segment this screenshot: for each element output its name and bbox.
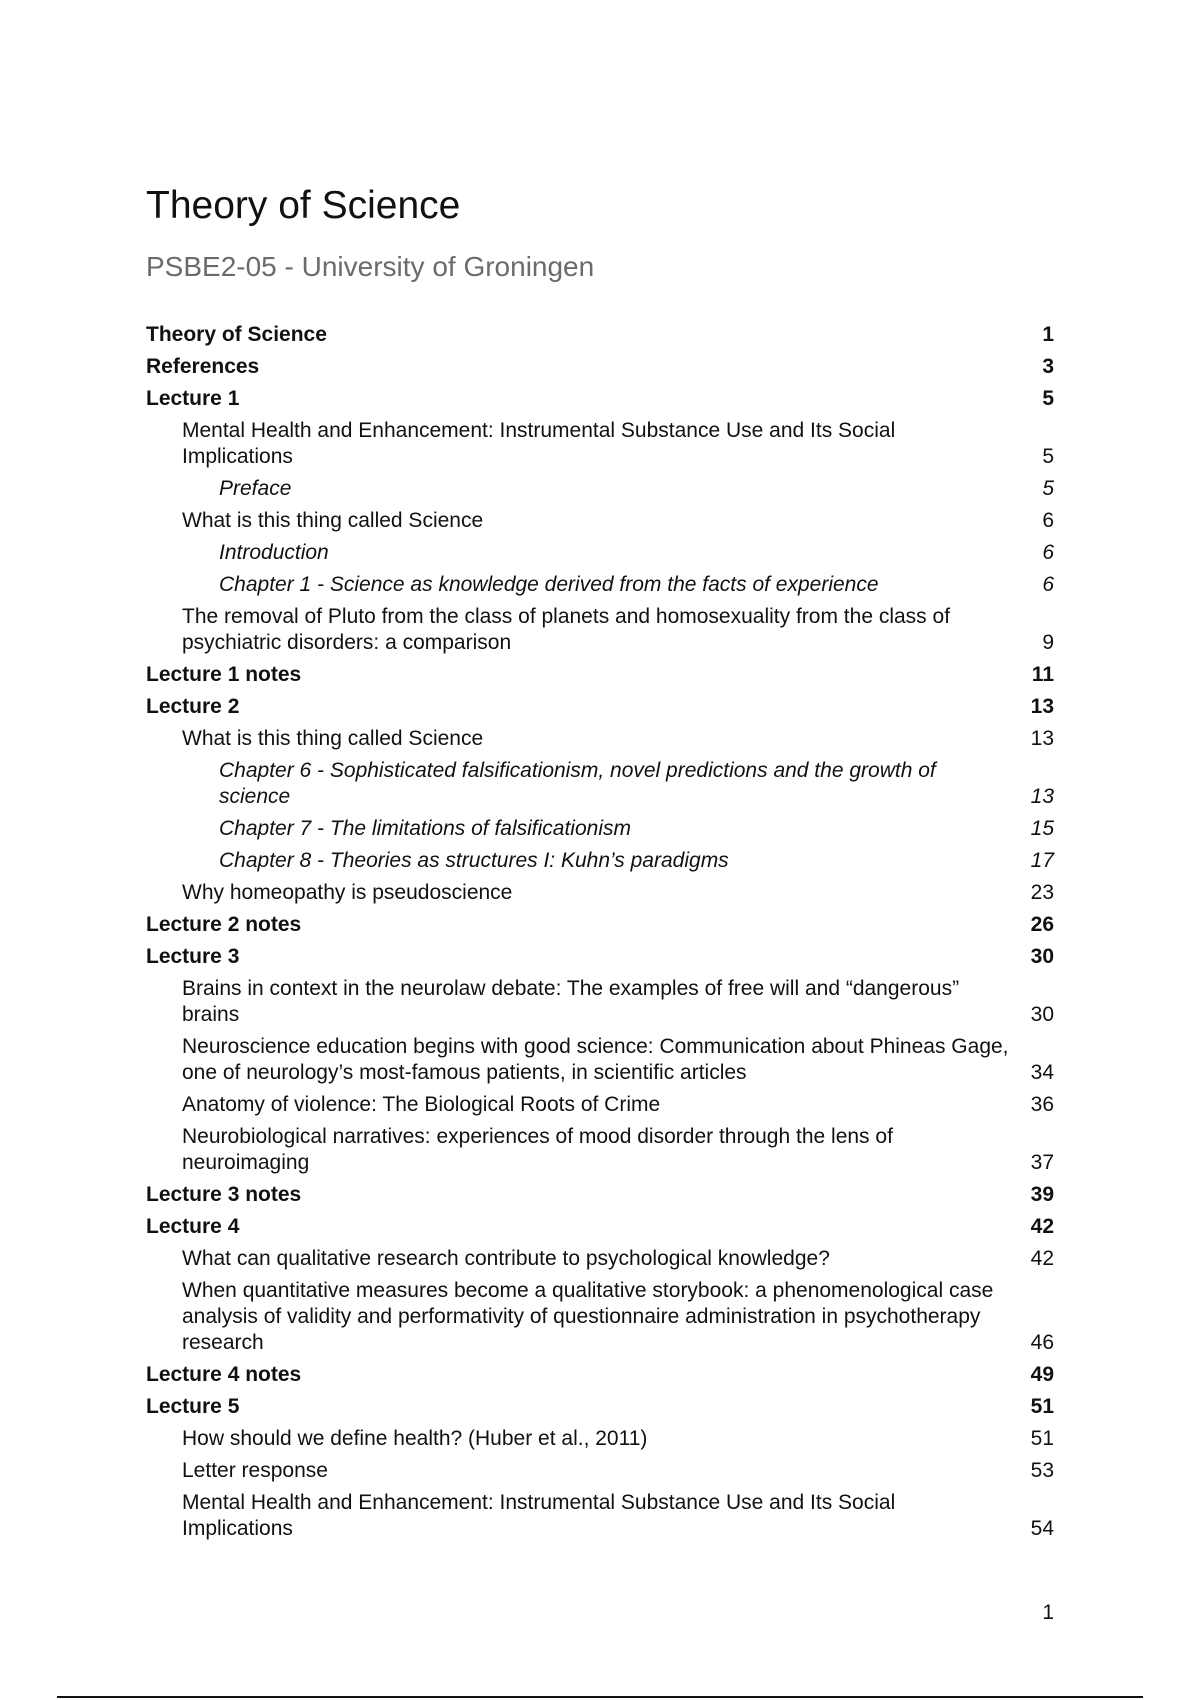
- toc-entry-page: 5: [1042, 387, 1054, 410]
- toc-entry-page: 23: [1030, 881, 1054, 904]
- toc-entry-title: What is this thing called Science: [182, 509, 484, 532]
- toc-entry-page: 1: [1042, 323, 1054, 346]
- toc-entry[interactable]: [146, 322, 1054, 348]
- toc-entry[interactable]: [146, 726, 1054, 752]
- toc-entry-title: Lecture 2: [146, 695, 240, 718]
- toc-entry-title: Lecture 5: [146, 1395, 240, 1418]
- document-subtitle: PSBE2-05 - University of Groningen: [146, 251, 595, 282]
- toc-entry[interactable]: [146, 1092, 1054, 1118]
- toc-entry-title: Chapter 6 - Sophisticated falsificationism, novel predictions and the growth of science: [219, 759, 936, 808]
- toc-entry-page: 3: [1042, 355, 1054, 378]
- toc-entry[interactable]: [146, 476, 1054, 502]
- toc-entry-title: Chapter 7 - The limitations of falsificationism: [219, 817, 631, 840]
- toc-entry-page: 6: [1042, 573, 1054, 596]
- toc-entry[interactable]: [146, 1458, 1054, 1484]
- toc-entry-page: 15: [1030, 817, 1054, 840]
- toc-entry[interactable]: [146, 848, 1054, 874]
- toc-entry-title: Why homeopathy is pseudoscience: [182, 881, 513, 904]
- toc-entry-title: When quantitative measures become a qualitative storybook: a phenomenological case analysis of validity and performativity of questionnaire administration in psychotherapy research: [182, 1279, 994, 1354]
- toc-entry-page: 26: [1030, 913, 1054, 936]
- toc-entry[interactable]: [146, 572, 1054, 598]
- toc-entry-page: 30: [1030, 1003, 1054, 1026]
- toc-entry-page: 13: [1030, 785, 1054, 808]
- toc-entry[interactable]: [146, 944, 1054, 970]
- toc-entry-page: 6: [1042, 509, 1054, 532]
- toc-entry-title: Lecture 2 notes: [146, 913, 302, 936]
- toc-entry[interactable]: [146, 418, 1054, 470]
- table-of-contents: [146, 322, 1054, 1548]
- toc-entry[interactable]: [146, 1182, 1054, 1208]
- toc-entry[interactable]: [146, 508, 1054, 534]
- toc-entry-page: 54: [1030, 1517, 1054, 1540]
- toc-entry-page: 11: [1031, 663, 1054, 686]
- toc-entry-page: 6: [1042, 541, 1054, 564]
- toc-entry-page: 13: [1030, 727, 1054, 750]
- toc-entry[interactable]: [146, 816, 1054, 842]
- toc-entry-title: Letter response: [182, 1459, 328, 1482]
- toc-entry[interactable]: [146, 354, 1054, 380]
- toc-entry[interactable]: [146, 1426, 1054, 1452]
- toc-entry-title: How should we define health? (Huber et al., 2011): [182, 1427, 648, 1450]
- toc-entry-page: 34: [1030, 1061, 1054, 1084]
- toc-entry-title: Lecture 4: [146, 1215, 240, 1238]
- toc-entry[interactable]: [146, 976, 1054, 1028]
- toc-entry[interactable]: [146, 1246, 1054, 1272]
- page-bottom-rule: [57, 1696, 1143, 1698]
- toc-entry-title: Lecture 3 notes: [146, 1183, 302, 1206]
- toc-entry-title: Mental Health and Enhancement: Instrumental Substance Use and Its Social Implications: [182, 419, 896, 468]
- toc-entry-title: Preface: [219, 477, 292, 500]
- toc-entry[interactable]: [146, 386, 1054, 412]
- toc-entry-page: 39: [1030, 1183, 1054, 1206]
- toc-entry-title: Theory of Science: [146, 323, 327, 346]
- toc-entry-title: Introduction: [219, 541, 329, 564]
- toc-entry-page: 42: [1030, 1215, 1054, 1238]
- toc-entry-page: 9: [1042, 631, 1054, 654]
- toc-entry-title: Brains in context in the neurolaw debate: The examples of free will and “dangerous” brains: [182, 977, 960, 1026]
- toc-entry[interactable]: [146, 1394, 1054, 1420]
- toc-entry-title: Lecture 4 notes: [146, 1363, 302, 1386]
- toc-entry[interactable]: [146, 1278, 1054, 1356]
- toc-entry[interactable]: [146, 694, 1054, 720]
- toc-entry-title: Anatomy of violence: The Biological Roots of Crime: [182, 1093, 661, 1116]
- toc-entry-page: 42: [1030, 1247, 1054, 1270]
- toc-entry-page: 13: [1030, 695, 1054, 718]
- document-title: Theory of Science: [146, 184, 461, 227]
- toc-entry-page: 37: [1030, 1151, 1054, 1174]
- toc-entry-title: Neuroscience education begins with good science: Communication about Phineas Gage, one of neurology’s most-famous patients, in scientific articles: [182, 1035, 1009, 1084]
- toc-entry[interactable]: [146, 662, 1054, 688]
- toc-entry-page: 46: [1030, 1331, 1054, 1354]
- toc-entry-page: 17: [1030, 849, 1054, 872]
- toc-entry-title: References: [146, 355, 260, 378]
- toc-entry-page: 51: [1030, 1395, 1054, 1418]
- toc-entry-title: What is this thing called Science: [182, 727, 484, 750]
- toc-entry-title: Chapter 8 - Theories as structures I: Kuhn’s paradigms: [219, 849, 729, 872]
- toc-entry-title: Neurobiological narratives: experiences of mood disorder through the lens of neuroimaging: [182, 1125, 893, 1174]
- toc-entry[interactable]: [146, 1490, 1054, 1542]
- toc-entry[interactable]: [146, 540, 1054, 566]
- toc-entry[interactable]: [146, 1362, 1054, 1388]
- toc-entry[interactable]: [146, 1214, 1054, 1240]
- page-number: 1: [1042, 1601, 1054, 1624]
- toc-entry[interactable]: [146, 758, 1054, 810]
- toc-entry[interactable]: [146, 1124, 1054, 1176]
- toc-entry[interactable]: [146, 880, 1054, 906]
- toc-entry[interactable]: [146, 1034, 1054, 1086]
- toc-entry-page: 51: [1030, 1427, 1054, 1450]
- toc-entry[interactable]: [146, 604, 1054, 656]
- toc-entry-page: 5: [1042, 477, 1054, 500]
- toc-entry-page: 30: [1030, 945, 1054, 968]
- toc-entry[interactable]: [146, 912, 1054, 938]
- toc-entry-title: Lecture 3: [146, 945, 240, 968]
- toc-entry-title: Lecture 1: [146, 387, 240, 410]
- toc-entry-title: Chapter 1 - Science as knowledge derived from the facts of experience: [219, 573, 879, 596]
- toc-entry-page: 53: [1030, 1459, 1054, 1482]
- toc-entry-title: Mental Health and Enhancement: Instrumental Substance Use and Its Social Implications: [182, 1491, 896, 1540]
- toc-entry-page: 36: [1030, 1093, 1054, 1116]
- toc-entry-page: 5: [1042, 445, 1054, 468]
- toc-entry-title: The removal of Pluto from the class of planets and homosexuality from the class of psychiatric disorders: a comparison: [182, 605, 951, 654]
- toc-entry-page: 49: [1030, 1363, 1054, 1386]
- toc-entry-title: What can qualitative research contribute to psychological knowledge?: [182, 1247, 830, 1270]
- toc-entry-title: Lecture 1 notes: [146, 663, 302, 686]
